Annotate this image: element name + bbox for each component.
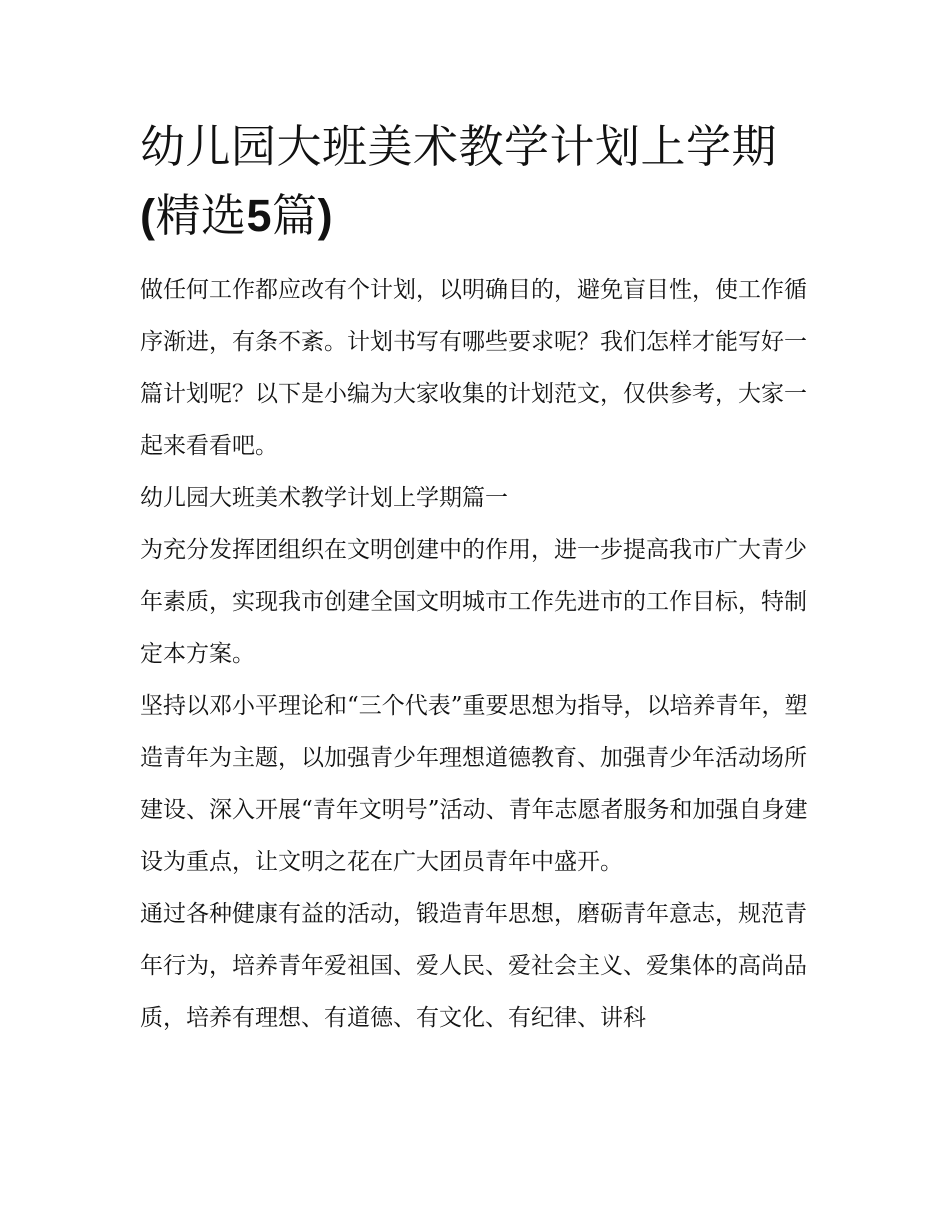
intro-paragraph: 做任何工作都应改有个计划，以明确目的，避免盲目性，使工作循序渐进，有条不紊。计划书写有哪些要求呢？我们怎样才能写好一篇计划呢？以下是小编为大家收集的计划范文，仅供参考，大家一起来看看吧。 — [140, 277, 807, 459]
document-body — [140, 112, 815, 1044]
body-paragraph: 坚持以邓小平理论和“三个代表”重要思想为指导，以培养青年，塑造青年为主题，以加强青少年理想道德教育、加强青少年活动场所建设、深入开展“青年文明号”活动、青年志愿者服务和加强自身建设为重点，让文明之花在广大团员青年中盛开。 — [140, 693, 808, 875]
document-title: 幼儿园大班美术教学计划上学期(精选5篇) — [140, 120, 778, 242]
body-paragraph: 通过各种健康有益的活动，锻造青年思想，磨砺青年意志，规范青年行为，培养青年爱祖国、爱人民、爱社会主义、爱集体的高尚品质，培养有理想、有道德、有文化、有纪律、讲科 — [140, 901, 807, 1031]
body-paragraph: 为充分发挥团组织在文明创建中的作用，进一步提高我市广大青少年素质，实现我市创建全国文明城市工作先进市的工作目标，特制定本方案。 — [140, 537, 807, 667]
section-heading: 幼儿园大班美术教学计划上学期篇一 — [140, 485, 508, 511]
